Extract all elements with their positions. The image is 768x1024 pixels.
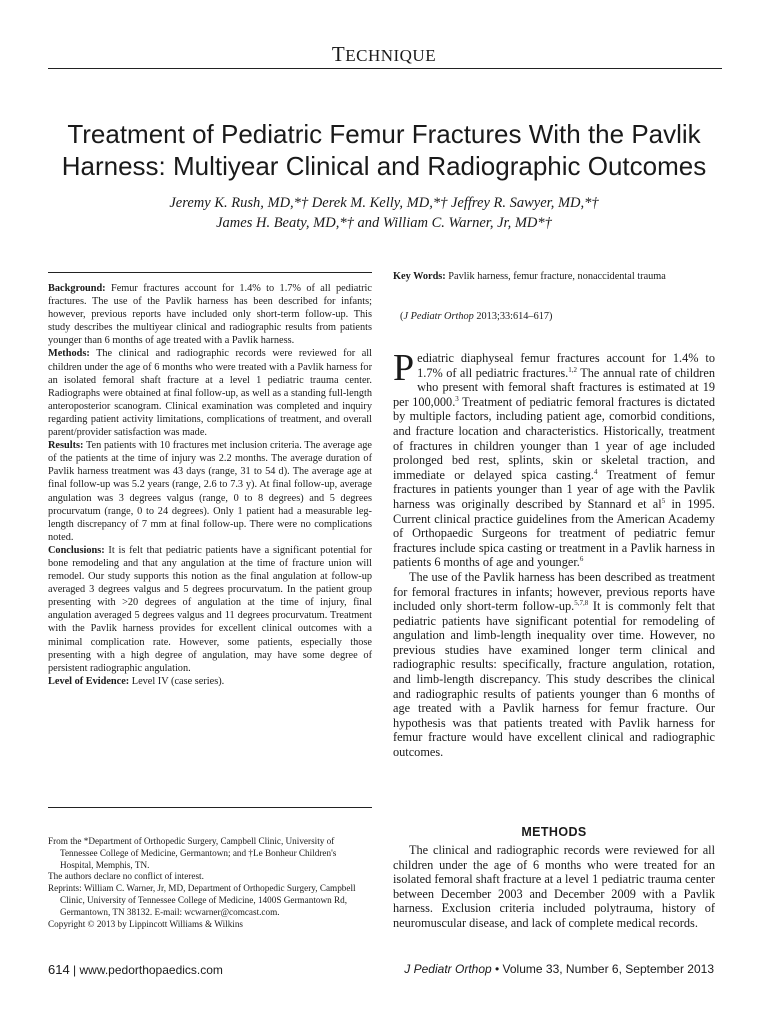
title-line-2: Harness: Multiyear Clinical and Radiographic Outcomes — [61, 151, 707, 181]
abstract-background-text: Femur fractures account for 1.4% to 1.7% of all pediatric fractures. The use of the Pavlik harness has been described for infants; however, previous reports have included only short-term follow-up. This study describes the multiyear clinical and radiographic results from patients younger than 6 months of age treated with a Pavlik harness. — [48, 283, 372, 347]
authors-line-1: Jeremy K. Rush, MD,*† Derek M. Kelly, MD,*† Jeffrey R. Sawyer, MD,*† — [169, 195, 599, 211]
drop-cap: P — [393, 347, 415, 389]
footer-left — [48, 962, 223, 977]
introduction — [393, 347, 715, 760]
abstract-results-label: Results: — [48, 440, 84, 452]
reference-superscript: 4 — [593, 467, 598, 476]
citation-open: ( — [400, 311, 404, 322]
methods-paragraph: The clinical and radiographic records were reviewed for all children under the age of 6 months who were treated for an isolated femoral shaft fracture at a level 1 pediatric trauma center between December 2003 and December 2009 with a Pavlik harness. Exclusion criteria included polytrauma, history of neuromuscular disease, and lack of complete medical records. — [393, 843, 715, 930]
reference-superscript: 1,2 — [568, 365, 578, 374]
reference-superscript: 5,7,8 — [574, 599, 589, 607]
citation — [400, 310, 716, 323]
abstract-level-label: Level of Evidence: — [48, 675, 130, 687]
title-line-1: Treatment of Pediatric Femur Fractures With the Pavlik — [67, 119, 701, 149]
intro-text: Treatment of pediatric femoral fractures is dictated by multiple factors, including patient age, comorbid conditions, and fracture location and characteristics. Historically, treatment of fractures in children younger than 1 year of age included prolonged bed rest, splints, skin or skeletal traction, and immediate or delayed spica casting. — [393, 394, 715, 482]
reprints-info: Reprints: William C. Warner, Jr, MD, Department of Orthopedic Surgery, Campbell Clinic, University of Tennessee College of Medicine, 1400S Germantown Rd, Germantown, TN 38132. E-mail: wcwarner@comcast.com. — [48, 883, 356, 917]
abstract-top-rule — [48, 272, 372, 273]
journal-website[interactable]: www.pedorthopaedics.com — [79, 963, 223, 977]
affiliation-from: From the *Department of Orthopedic Surgery, Campbell Clinic, University of Tennessee College of Medicine, Germantown; and †Le Bonheur Children's Hospital, Memphis, TN. — [48, 836, 337, 870]
abstract-results — [48, 439, 372, 544]
section-label — [0, 42, 768, 67]
key-words-text: Pavlik harness, femur fracture, nonaccidental trauma — [445, 271, 666, 282]
abstract-background-label: Background: — [48, 283, 106, 294]
intro-paragraph-1 — [393, 347, 715, 570]
conflict-statement: The authors declare no conflict of interest. — [48, 871, 204, 882]
section-label-initial: T — [331, 42, 346, 66]
abstract-bottom-rule — [48, 807, 372, 808]
key-words-label: Key Words: — [393, 271, 446, 282]
author-list — [40, 193, 728, 233]
abstract — [48, 282, 372, 688]
methods-section — [393, 843, 715, 931]
abstract-background — [48, 282, 372, 347]
intro-text: in 1995. Current clinical practice guidelines from the American Academy of Orthopaedic Surgeons for treatment of pediatric femur fractures include spica casting or treatment in a Pavlik harness in patients 6 months of age and younger. — [393, 496, 715, 570]
intro-text: ediatric diaphyseal femur fractures account for 1.4% to 1.7% of all pediatric fractures. — [417, 351, 715, 380]
reference-superscript: 6 — [579, 555, 584, 564]
intro-text: It is commonly felt that pediatric patients have significant potential for remodeling of angulation and limb-length inequality over time. However, no previous studies have examined longer term clinical and radiographic results: specifically, fracture angulation, rotation, and limb-length discrepancy. This study describes the clinical and radiographic results of patients younger than 6 months of age treated with a Pavlik harness for femur fracture. Our hypothesis was that patients treated with Pavlik harness for femur fracture would have excellent clinical and radiographic outcomes. — [393, 599, 715, 760]
abstract-results-text: Ten patients with 10 fractures met inclusion criteria. The average age of the patients at the time of injury was 2.2 months. The average duration of Pavlik harness treatment was 43 days (range, 31 to 54 d). The average age at final follow-up was 5.2 years (range, 2.6 to 7.3 y). At final follow-up, average angulation was 3 degrees valgus (range, 0 to 8 degrees) and 5 degrees procurvatum (range, 0 to 24 degrees). Only 1 patient had a measurable leg-length discrepancy of 7 mm at final follow-up. There were no complications noted. — [48, 440, 372, 543]
authors-line-2: James H. Beaty, MD,*† and William C. Warner, Jr, MD*† — [216, 215, 552, 231]
reference-superscript: 5 — [661, 496, 666, 505]
abstract-conclusions-label: Conclusions: — [48, 544, 105, 556]
citation-rest: 2013;33:614–617) — [473, 311, 553, 322]
intro-text: Treatment of femur fractures in patients younger than 1 year of age with the Pavlik harness was originally described by Stannard et al — [393, 467, 715, 511]
abstract-methods-text: The clinical and radiographic records were reviewed for all children under the age of 6 months who were treated with a Pavlik harness for an isolated femoral shaft fracture at a level 1 pediatric trauma center. Radiographs were obtained at final follow-up, as well as a standing full-length anteroposterior scanogram. Clinical examination was completed and inquiry regarding patient activity limitations, complications of treatment, and overall parent/provider satisfaction was made. — [48, 348, 372, 439]
abstract-methods — [48, 347, 372, 439]
copyright: Copyright © 2013 by Lippincott Williams & Wilkins — [48, 918, 244, 929]
key-words — [393, 270, 715, 283]
intro-paragraph-2 — [393, 570, 715, 760]
abstract-level-text: Level IV (case series). — [129, 675, 225, 687]
abstract-conclusions — [48, 544, 372, 675]
footer-right — [404, 962, 714, 976]
abstract-conclusions-text: It is felt that pediatric patients have a significant potential for bone remodeling and that any angulation at the time of fracture union will remodel. Our study supports this notion as the final angulation at follow-up averaged 3 degrees valgus and 5 degrees procurvatum. In the patient group presenting with >20 degrees of angulation at the time of injury, final angulation averaged 5 degrees valgus and 11 degrees procurvatum. Treatment with the Pavlik harness provides for excellent clinical outcomes with a minimal complication rate. However, some patients, especially those presenting with a high degree of angulation, may have some degree of persistent radiographic angulation. — [48, 544, 372, 674]
page-number: 614 — [48, 962, 70, 977]
intro-text: The use of the Pavlik harness has been described as treatment for femoral fractures in infants; however, previous reports have included only short-term follow-up. — [393, 569, 715, 614]
affiliations — [48, 836, 372, 930]
citation-journal: J Pediatr Orthop — [403, 311, 474, 322]
abstract-level — [48, 675, 372, 688]
footer-separator: | — [69, 963, 80, 977]
section-label-rest: ECHNIQUE — [345, 46, 437, 65]
reference-superscript: 3 — [455, 394, 459, 403]
footer-issue: • Volume 33, Number 6, September 2013 — [491, 962, 714, 976]
intro-text: The annual rate of children who present with femoral shaft fractures is estimated at 19 per 100,000. — [393, 365, 715, 409]
methods-heading: METHODS — [521, 825, 587, 839]
footer-journal: J Pediatr Orthop — [404, 962, 492, 976]
article-title — [40, 118, 728, 182]
header-rule — [48, 68, 722, 69]
abstract-methods-label: Methods: — [48, 348, 90, 360]
